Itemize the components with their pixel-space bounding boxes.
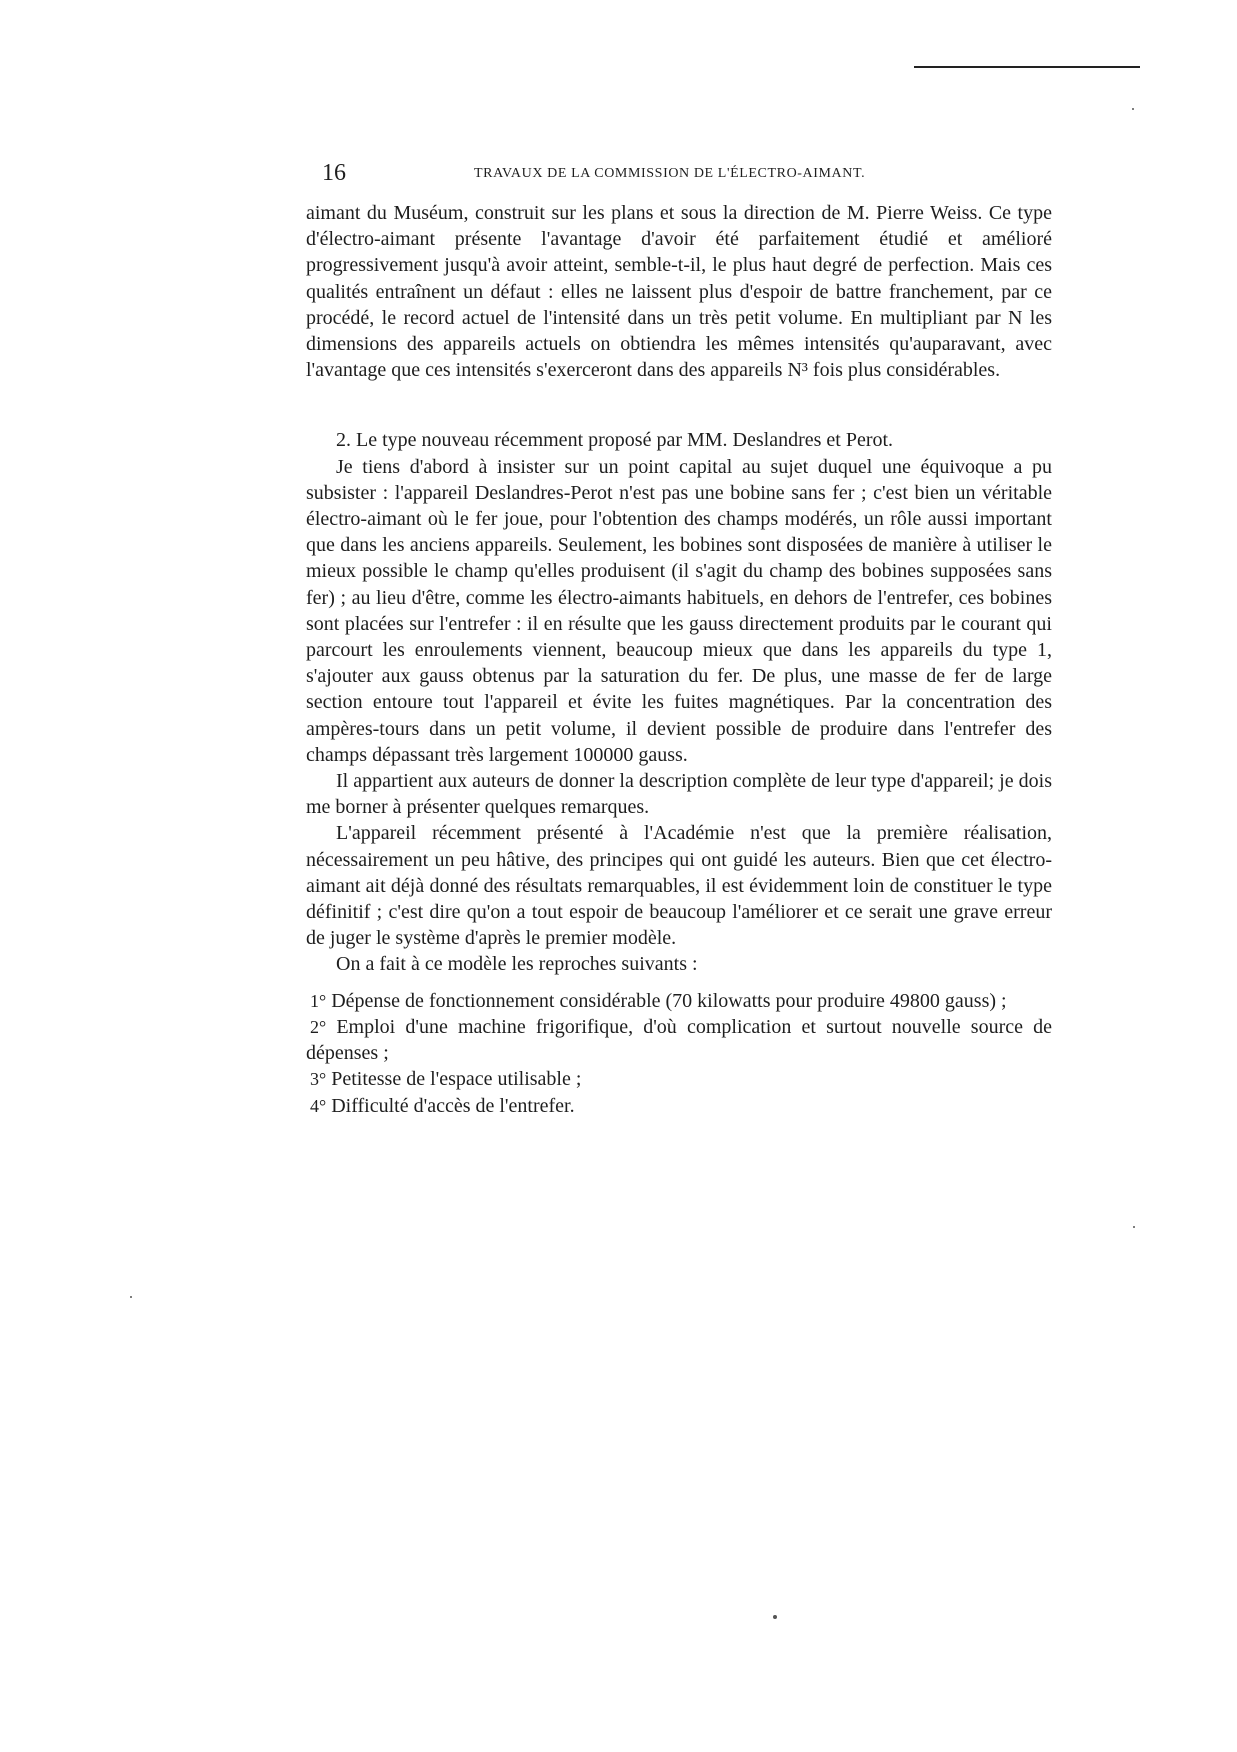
page-body bbox=[306, 200, 1052, 1119]
list-item bbox=[306, 1014, 1052, 1066]
list-ordinal: 1° bbox=[310, 990, 327, 1011]
section-heading: 2. Le type nouveau récemment proposé par MM. Deslandres et Perot. bbox=[336, 429, 894, 452]
page-header bbox=[306, 158, 1052, 188]
paragraph-intro-list: On a fait à ce modèle les reproches suivants : bbox=[336, 953, 698, 976]
scan-speck bbox=[773, 1615, 777, 1619]
paragraph: L'appareil récemment présenté à l'Académie n'est que la première réalisation, nécessairement un peu hâtive, des principes qui ont guidé les auteurs. Bien que cet électro-aimant ait déjà donné des résultats remarquables, il est évidemment loin de constituer le type définitif ; c'est dire qu'on a tout espoir de beaucoup l'améliorer et ce serait une grave erreur de juger le système d'après le premier modèle. bbox=[306, 822, 1052, 950]
running-head: TRAVAUX DE LA COMMISSION DE L'ÉLECTRO-AIMANT. bbox=[474, 166, 866, 181]
reproach-list bbox=[306, 988, 1052, 1119]
list-ordinal: 2° bbox=[310, 1016, 327, 1037]
paragraph: Je tiens d'abord à insister sur un point capital au sujet duquel une équivoque a pu subsister : l'appareil Deslandres-Perot n'est pas une bobine sans fer ; c'est bien un véritable électro-aimant où le fer joue, pour l'obtention des champs modérés, un rôle aussi important que dans les anciens appareils. Seulement, les bobines sont disposées de manière à utiliser le mieux possible le champ qu'elles produisent (il s'agit du champ des bobines supposées sans fer) ; au lieu d'être, comme les électro-aimants habituels, en dehors de l'entrefer, ces bobines sont placées sur l'entrefer : il en résulte que les gauss directement produits par le courant qui parcourt les enroulements viennent, beaucoup mieux que dans les appareils du type 1, s'ajouter aux gauss obtenus par la saturation du fer. De plus, une masse de fer de large section entoure tout l'appareil et évite les fuites magnétiques. Par la concentration des ampères-tours dans un petit volume, il devient possible de produire dans l'entrefer des champs dépassant très largement 100000 gauss. bbox=[306, 455, 1052, 766]
list-item-text: Dépense de fonctionnement considérable (70 kilowatts pour produire 49800 gauss) ; bbox=[331, 989, 1007, 1012]
list-item-text: Difficulté d'accès de l'entrefer. bbox=[331, 1094, 575, 1117]
list-ordinal: 3° bbox=[310, 1069, 327, 1090]
list-item bbox=[306, 1066, 1052, 1092]
list-item-text: Petitesse de l'espace utilisable ; bbox=[331, 1068, 582, 1091]
list-ordinal: 4° bbox=[310, 1095, 327, 1116]
list-item bbox=[306, 988, 1052, 1014]
paragraph: Il appartient aux auteurs de donner la description complète de leur type d'appareil; je dois me borner à présenter quelques remarques. bbox=[306, 770, 1052, 819]
scan-speck bbox=[1133, 1226, 1135, 1228]
page-number: 16 bbox=[322, 160, 346, 186]
list-item-text: Emploi d'une machine frigorifique, d'où complication et surtout nouvelle source de dépenses ; bbox=[306, 1015, 1052, 1065]
paragraph-continuation: aimant du Muséum, construit sur les plans et sous la direction de M. Pierre Weiss. Ce type d'électro-aimant présente l'avantage d'avoir été parfaitement étudié et amélioré progressivement jusqu'à avoir atteint, semble-t-il, le plus haut degré de perfection. Mais ces qualités entraînent un défaut : elles ne laissent plus d'espoir de battre franchement, par ce procédé, le record actuel de l'intensité dans un très petit volume. En multipliant par N les dimensions des appareils actuels on obtiendra les mêmes intensités qu'auparavant, avec l'avantage que ces intensités s'exerceront dans des appareils N³ fois plus considérables. bbox=[306, 202, 1052, 382]
scan-speck bbox=[1132, 108, 1134, 110]
top-rule bbox=[914, 66, 1140, 68]
scan-speck bbox=[130, 1296, 132, 1298]
list-item bbox=[306, 1093, 1052, 1119]
